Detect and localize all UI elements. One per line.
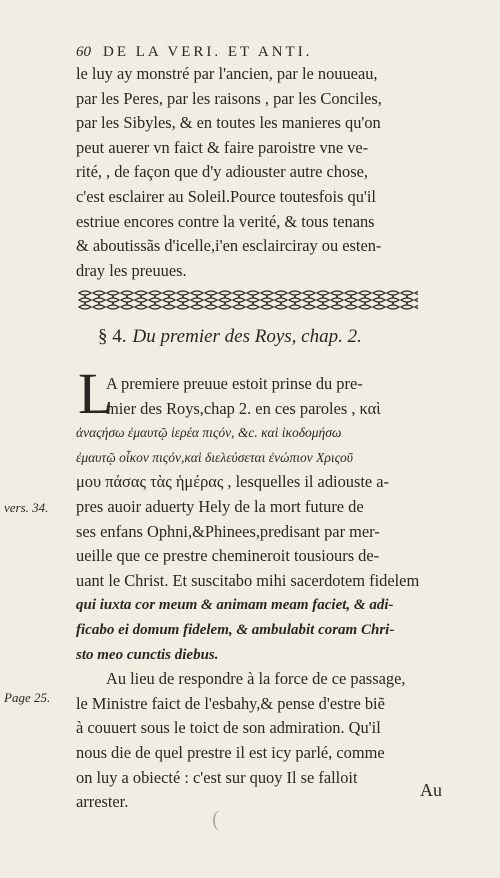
margin-note-page: Page 25. — [4, 690, 51, 705]
text-line: le luy ay monstré par l'ancien, par le nouueau, — [76, 64, 378, 83]
text-line: & aboutissãs d'icelle,i'en esclairciray ou esten- — [76, 236, 382, 256]
section-title: Du premier des Roys, chap. 2. — [132, 326, 362, 347]
text-line: Au lieu de respondre à la force de ce passage, — [106, 669, 406, 689]
drop-capital: L — [78, 361, 114, 426]
latin-line: sto meo cunctis diebus. — [76, 646, 219, 663]
latin-line: qui iuxta cor meum & animam meam faciet, & adi- — [76, 597, 394, 614]
running-header — [76, 44, 436, 61]
text-line: peut auerer vn faict & faire paroistre vne ve- — [76, 137, 369, 157]
section-mark: § 4. — [98, 326, 127, 347]
text-line: nous die de quel prestre il est icy parlé, comme — [76, 742, 385, 762]
ornament-band — [78, 290, 418, 310]
text-line: ses enfans Ophni,&Phinees,predisant par mer- — [76, 521, 380, 541]
text-line: à couuert sous le toict de son admiration. Qu'il — [76, 718, 381, 738]
text-line: rité, , de façon que d'y adiouster autre chose, — [76, 162, 368, 182]
text-line: estriue encores contre la verité, & tous tenans — [76, 211, 375, 231]
paragraph-1 — [76, 62, 446, 283]
text-line: μου πάσας τὰς ἡμέρας , lesquelles il adiouste a- — [76, 472, 390, 492]
margin-note-verse: vers. 34. — [4, 500, 49, 515]
paragraph-2 — [76, 361, 446, 815]
running-title: DE LA VERI. ET ANTI. — [103, 44, 313, 60]
text-line: par les Peres, par les raisons , par les Conciles, — [76, 88, 382, 108]
greek-line: ἐμαυτῷ οἶκον πιςόν,καὶ διελεύσεται ἐνώπιον Χριςοῦ — [76, 449, 354, 465]
text-line: arrester. — [76, 792, 129, 812]
catchword: Au — [420, 780, 442, 800]
section-heading — [98, 326, 362, 348]
greek-line: ἀναςήσω ἐμαυτῷ ἱερέα πιςόν, &c. καὶ ἰκοδομήσω — [76, 425, 342, 441]
text-line: ueille que ce prestre chemineroit tousiours de- — [76, 546, 380, 566]
page-number: 60 — [76, 44, 91, 60]
text-line: uant le Christ. Et suscitabo mihi sacerdotem fidelem — [76, 570, 420, 590]
text-line: par les Sibyles, & en toutes les manieres qu'on — [76, 113, 381, 133]
stray-mark: ( — [212, 806, 220, 831]
latin-line: ficabo ei domum fidelem, & ambulabit coram Chri- — [76, 621, 395, 638]
text-line: on luy a obiecté : c'est sur quoy Il se falloit — [76, 767, 358, 787]
text-line: A premiere preuue estoit prinse du pre- — [106, 374, 363, 393]
text-line: pres auoir aduerty Hely de la mort future de — [76, 496, 364, 516]
text-line: c'est esclairer au Soleil.Pource toutesfois qu'il — [76, 186, 376, 206]
text-line: mier des Roys,chap 2. en ces paroles , καὶ — [106, 398, 381, 418]
text-line: dray les preuues. — [76, 260, 187, 280]
text-line: le Ministre faict de l'esbahy,& pense d'estre biẽ — [76, 693, 385, 713]
